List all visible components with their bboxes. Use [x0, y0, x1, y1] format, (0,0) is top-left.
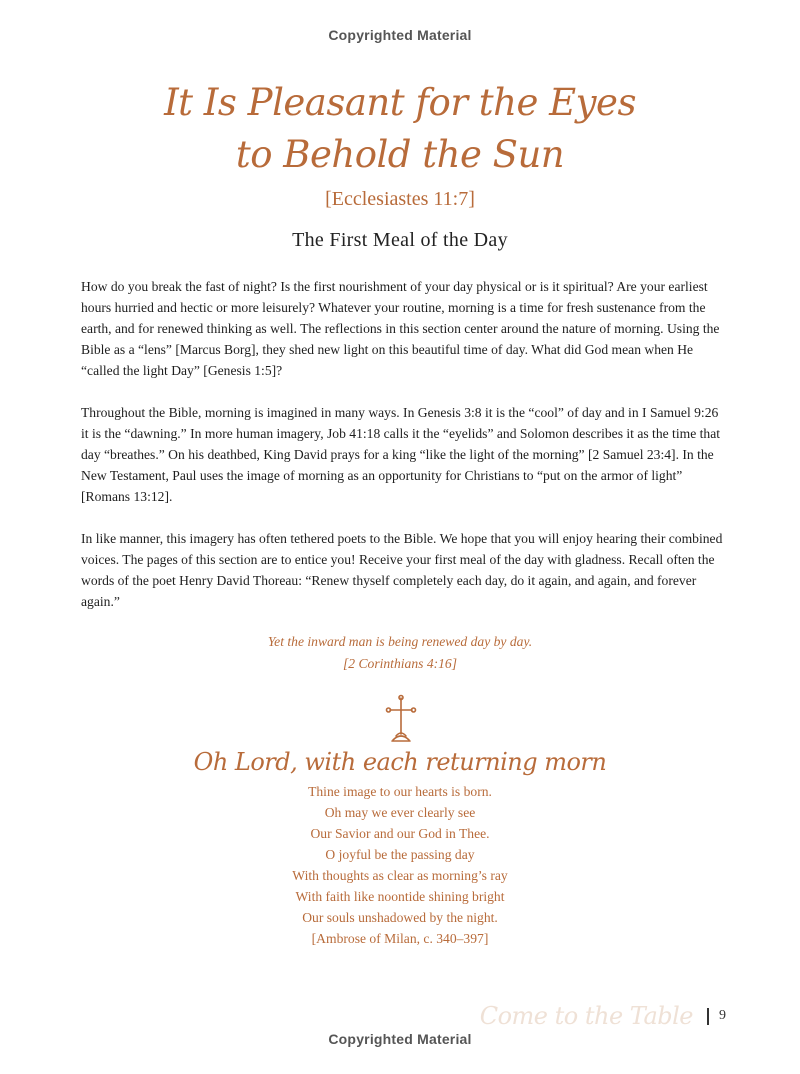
footer-book-title: Come to the Table [479, 1002, 693, 1030]
body-paragraph-2: Throughout the Bible, morning is imagined in many ways. In Genesis 3:8 it is the “cool” of day and in I Samuel 9:26 it is the “dawning.” In more human imagery, Job 41:18 calls it the “eyelids” and Solomon describes it as the time that day “breathes.” On his deathbed, King David prays for a king “like the light of the morning” [2 Samuel 23:4]. In the New Testament, Paul uses the image of morning as an opportunity for Christians to “put on the armor of light” [Romans 13:12]. [81, 405, 721, 504]
scripture-reference: [Ecclesiastes 11:7] [325, 188, 475, 210]
poem-line: Thine image to our hearts is born. [308, 784, 492, 799]
page-footer [480, 998, 726, 1034]
page-title-line-2: to Behold the Sun [235, 133, 565, 176]
copyright-notice-top: Copyrighted Material [328, 27, 472, 43]
footer-divider [707, 1008, 709, 1025]
cross-icon [384, 694, 418, 744]
poem-attribution: [Ambrose of Milan, c. 340–397] [311, 931, 489, 946]
page-title-line-1: It Is Pleasant for the Eyes [164, 81, 636, 124]
body-paragraph-1: How do you break the fast of night? Is the first nourishment of your day physical or is it spiritual? Are your earliest hours hurried and hectic or more leisurely? Whatever your routine, morning is a time for fresh sustenance from the earth, and for renewed thinking as well. The reflections in this section center around the nature of morning. Using the Bible as a “lens” [Marcus Borg], they shed new light on this beautiful time of day. What did God mean when He “called the light Day” [Genesis 1:5]? [81, 279, 720, 378]
copyright-notice-bottom: Copyrighted Material [328, 1031, 472, 1047]
poem-line: Oh may we ever clearly see [324, 805, 476, 820]
poem-title: Oh Lord, with each returning morn [193, 748, 607, 776]
poem-line: With faith like noontide shining bright [295, 889, 505, 904]
poem-line: Our Savior and our God in Thee. [310, 826, 490, 841]
body-paragraph-3: In like manner, this imagery has often tethered poets to the Bible. We hope that you will enjoy hearing their combined voices. The pages of this section are to entice you! Receive your first meal of the day with gladness. Recall often the words of the poet Henry David Thoreau: “Renew thyself completely each day, do it again, and again, and forever again.” [81, 531, 723, 609]
poem-lines [0, 781, 800, 949]
section-heading: The First Meal of the Day [292, 229, 508, 251]
page-number: 9 [719, 1008, 726, 1023]
scripture-quote: Yet the inward man is being renewed day by day. [267, 634, 533, 649]
poem-line: Our souls unshadowed by the night. [302, 910, 498, 925]
scripture-quote-reference: [2 Corinthians 4:16] [342, 656, 458, 671]
poem-line: With thoughts as clear as morning’s ray [292, 868, 508, 883]
poem-line: O joyful be the passing day [325, 847, 475, 862]
